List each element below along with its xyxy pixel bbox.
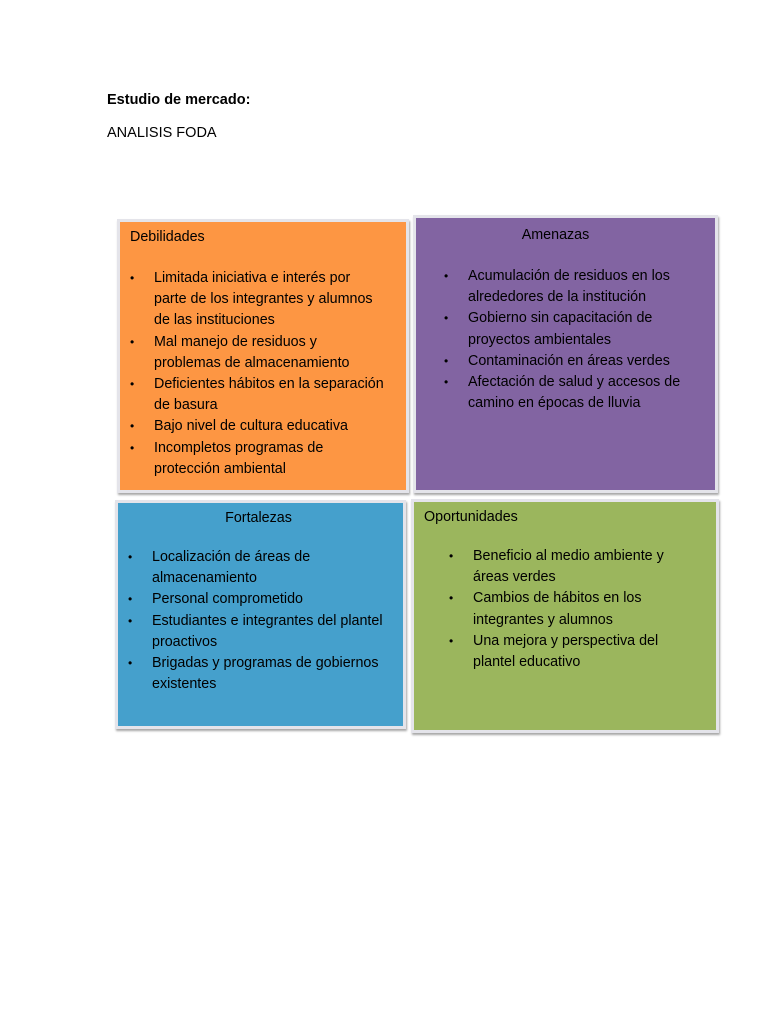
list-item-line: protección ambiental <box>154 460 286 477</box>
list-item-line: Mal manejo de residuos y <box>154 333 317 350</box>
list-item-line: integrantes y alumnos <box>473 611 613 628</box>
list-item-line: proactivos <box>152 633 218 650</box>
list-item-line: Contaminación en áreas verdes <box>468 352 670 369</box>
list-item-line: camino en épocas de lluvia <box>468 395 641 412</box>
amenazas-list <box>416 244 715 414</box>
amenazas-title: Amenazas <box>521 227 590 243</box>
list-item-line: de las instituciones <box>154 312 275 329</box>
bullet-icon: • <box>449 591 454 606</box>
list-item <box>434 266 715 308</box>
list-item <box>118 611 403 653</box>
oportunidades-list <box>414 526 716 673</box>
list-item-line: de basura <box>154 397 218 414</box>
bullet-icon: • <box>128 550 133 564</box>
list-item <box>118 589 403 610</box>
fortalezas-box <box>115 500 406 729</box>
list-item-line: Brigadas y programas de gobiernos <box>152 655 379 672</box>
bullet-icon: • <box>130 377 135 392</box>
list-item <box>434 372 715 414</box>
bullet-icon: • <box>130 271 135 285</box>
bullet-icon: • <box>128 613 133 628</box>
list-item-line: Limitada iniciativa e interés por <box>154 270 351 286</box>
bullet-icon: • <box>444 375 449 390</box>
list-item <box>118 653 403 695</box>
oportunidades-box <box>411 499 719 733</box>
list-item <box>439 631 716 673</box>
bullet-icon: • <box>130 419 135 434</box>
list-item-line: Deficientes hábitos en la separación <box>154 376 384 393</box>
list-item-line: Cambios de hábitos en los <box>473 590 642 607</box>
debilidades-title: Debilidades <box>130 229 205 245</box>
list-item-line: Beneficio al medio ambiente y <box>473 548 664 564</box>
list-item <box>120 268 406 332</box>
list-item <box>120 374 406 416</box>
list-item-line: Gobierno sin capacitación de <box>468 310 653 327</box>
oportunidades-title: Oportunidades <box>424 509 518 525</box>
list-item-line: Estudiantes e integrantes del plantel <box>152 612 383 629</box>
list-item-line: Acumulación de residuos en los <box>468 268 670 284</box>
document-subheading: ANALISIS FODA <box>107 125 217 141</box>
bullet-icon: • <box>130 440 135 455</box>
fortalezas-list <box>118 527 403 695</box>
bullet-icon: • <box>444 353 449 368</box>
bullet-icon: • <box>449 549 454 563</box>
bullet-icon: • <box>444 311 449 326</box>
fortalezas-title: Fortalezas <box>225 510 292 526</box>
bullet-icon: • <box>449 633 454 648</box>
list-item-line: alrededores de la institución <box>468 289 647 306</box>
list-item <box>434 351 715 372</box>
amenazas-box <box>413 215 718 493</box>
list-item-line: proyectos ambientales <box>468 331 612 348</box>
list-item-line: problemas de almacenamiento <box>154 354 350 371</box>
list-item <box>120 332 406 374</box>
list-item-line: existentes <box>152 676 217 693</box>
bullet-icon: • <box>444 269 449 283</box>
bullet-icon: • <box>128 656 133 671</box>
bullet-icon: • <box>128 592 133 607</box>
list-item-line: Una mejora y perspectiva del <box>473 632 659 649</box>
debilidades-box <box>117 219 409 493</box>
list-item <box>120 416 406 437</box>
list-item-line: Localización de áreas de <box>152 549 311 565</box>
document-heading: Estudio de mercado: <box>107 92 251 108</box>
list-item <box>118 547 403 589</box>
list-item <box>120 438 406 480</box>
list-item-line: Bajo nivel de cultura educativa <box>154 418 348 435</box>
list-item-line: Personal comprometido <box>152 591 303 608</box>
bullet-icon: • <box>130 334 135 349</box>
list-item-line: Afectación de salud y accesos de <box>468 374 681 391</box>
list-item-line: almacenamiento <box>152 570 257 587</box>
list-item-line: áreas verdes <box>473 569 556 586</box>
list-item-line: plantel educativo <box>473 654 581 671</box>
list-item-line: Incompletos programas de <box>154 439 324 456</box>
list-item-line: parte de los integrantes y alumnos <box>154 291 373 308</box>
debilidades-list <box>120 246 406 480</box>
list-item <box>439 588 716 630</box>
list-item <box>439 546 716 588</box>
list-item <box>434 308 715 350</box>
